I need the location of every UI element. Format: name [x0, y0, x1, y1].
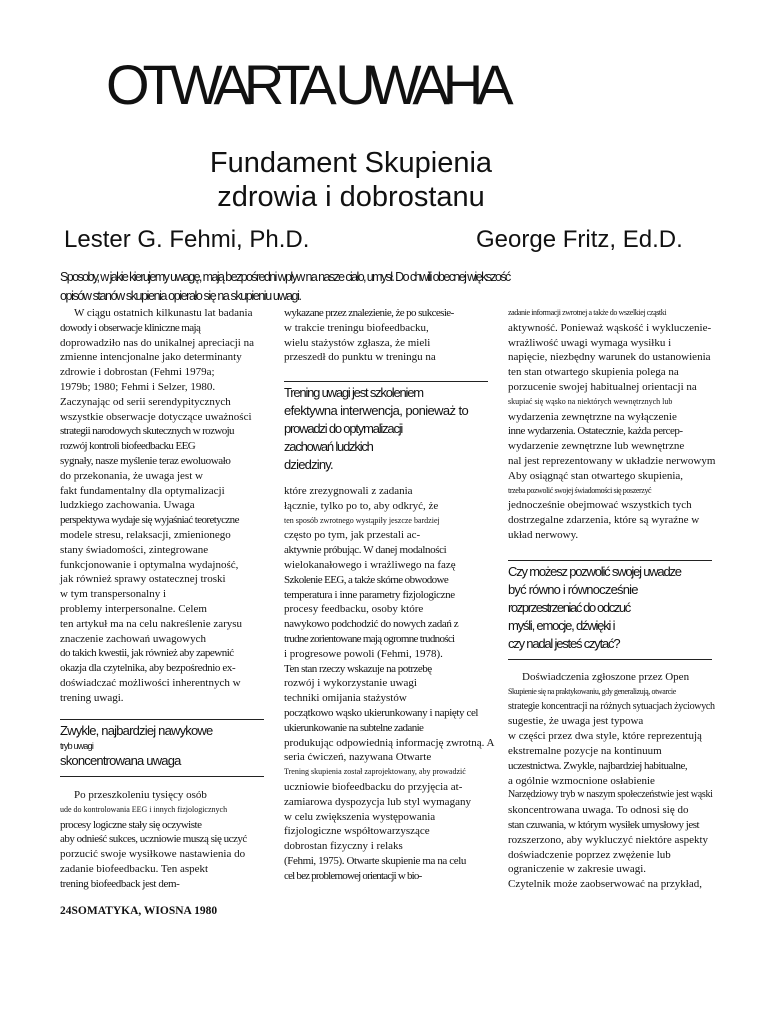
- text-line: Ten stan rzeczy wskazuje na potrzebę: [284, 662, 432, 675]
- text-line: wrażliwość uwagi wymaga wysiłku i: [508, 336, 672, 349]
- text-line: łącznie, tylko po to, aby odkryć, że: [284, 499, 439, 512]
- text-line: początkowo wąsko ukierunkowany i napięty cel: [284, 706, 479, 719]
- column-2-text: [284, 306, 490, 365]
- text-line: wielokanałowego i wrażliwego na fazę: [284, 558, 456, 571]
- text-line: jak również sprawy ostatecznej troski: [60, 573, 226, 586]
- text-line: do przekonania, że uwaga jest w: [60, 469, 203, 482]
- text-line: zdrowie i dobrostan (Fehmi 1979a;: [60, 366, 215, 379]
- text-line: Szkolenie EEG, a także skórne obwodowe: [284, 573, 449, 586]
- subtitle-line: Fundament Skupienia: [209, 147, 493, 179]
- text-line: skupiać się wąsko na niektórych wewnętrznych lub: [508, 396, 673, 406]
- text-line: doświadczać możliwości inherentnych w: [60, 676, 241, 689]
- text-line: ludzkiego zachowania. Uwaga: [60, 499, 195, 512]
- text-line: zadanie biofeedbacku. Ten aspekt: [60, 862, 209, 875]
- text-line: wykazane przez znalezienie, że po sukcesie-: [284, 307, 454, 319]
- text-line: Narzędziowy tryb w naszym społeczeństwie jest wąski: [508, 789, 713, 801]
- subtitle-line: zdrowia i dobrostanu: [217, 181, 485, 213]
- text-line: 1979b; 1980; Fehmi i Selzer, 1980.: [60, 380, 216, 393]
- text-line: trening uwagi.: [60, 691, 124, 704]
- column-1-text: [60, 306, 282, 706]
- text-line: dobrostan fizyczny i relaks: [284, 840, 403, 853]
- text-line: często po tym, jak przestali ac-: [284, 529, 421, 542]
- text-line: Trening skupienia został zaprojektowany, aby prowadzić: [284, 767, 466, 777]
- text-line: ten sposób zwrotnego wystąpiły jeszcze bardziej: [284, 515, 440, 525]
- text-line: napięcie, niezbędny warunek do ustanowienia: [508, 351, 711, 364]
- column-2b-text: [284, 484, 502, 884]
- text-line: nawykowo podchodzić do nowych zadań z: [284, 618, 459, 631]
- text-line: ograniczenie w zakresie uwagi.: [508, 863, 647, 876]
- text-line: ukierunkowanie na subtelne zadanie: [284, 721, 424, 734]
- text-line: doświadczenie poprzez zwężenie lub: [508, 848, 671, 861]
- text-line: w celu zwiększenia występowania: [284, 810, 436, 823]
- text-line: do takich kwestii, jak również aby zapewnić: [60, 647, 234, 660]
- author-fritz: George Fritz, Ed.D.: [476, 226, 683, 253]
- text-line: ekstremalne pozycje na kontinuum: [508, 744, 662, 757]
- text-line: rozwój kontroli biofeedbacku EEG: [60, 440, 196, 453]
- text-line: w trakcie treningu biofeedbacku,: [284, 321, 429, 334]
- text-line: dowody i obserwacje kliniczne mają: [60, 321, 201, 334]
- text-line: znaczenie zachowań uwagowych: [60, 632, 206, 645]
- column-3b-text: [508, 670, 742, 892]
- column-1b-text: [60, 788, 282, 892]
- text-line: ten artykuł ma na celu nakreślenie zarysu: [60, 617, 243, 630]
- text-line: rozszerzono, aby wykluczyć niektóre aspekty: [508, 833, 709, 846]
- text-line: okazja dla czytelnika, aby bezpośrednio ex-: [60, 662, 236, 675]
- quote-line: myśli, emocje, dźwięki i: [508, 618, 615, 633]
- text-line: wszystkie obserwacje dotyczące uważności: [60, 410, 252, 423]
- text-line: dostrzegalne zdarzenia, które są wyraźne w: [508, 514, 700, 527]
- text-line: w tym transpersonalny i: [60, 588, 167, 601]
- text-line: aktywność. Ponieważ wąskość i wykluczenie-: [508, 321, 712, 334]
- text-line: porzucić swoje wysiłkowe nastawienia do: [60, 848, 246, 861]
- text-line: i progresowe powoli (Fehmi, 1978).: [284, 647, 443, 660]
- text-line: doprowadziło nas do unikalnej apreciacji na: [60, 336, 254, 349]
- text-line: zadanie informacji zwrotnej a także do wszelkiej cząstki: [508, 308, 667, 317]
- text-line: W ciągu ostatnich kilkunastu lat badania: [74, 307, 253, 319]
- text-line: porzucenie swojej habitualnej orientacji na: [508, 380, 697, 393]
- text-line: funkcjonowanie i optymalna wydajność,: [60, 558, 239, 571]
- text-line: Czytelnik może zaobserwować na przykład,: [508, 878, 702, 891]
- text-line: Skupienie się na praktykowaniu, gdy generalizują, otwarcie: [508, 686, 676, 696]
- text-line: (Fehmi, 1975). Otwarte skupienie ma na celu: [284, 854, 466, 867]
- text-line: trzeba pozwolić swojej świadomości się poszerzyć: [508, 485, 652, 495]
- quote-line: efektywna interwencja, ponieważ to: [284, 403, 469, 418]
- text-line: wielu stażystów zgłasza, że mieli: [284, 336, 431, 349]
- text-line: modele stresu, relaksacji, zmienionego: [60, 528, 231, 541]
- author-fehmi: Lester G. Fehmi, Ph.D.: [64, 226, 310, 253]
- quote-divider: [60, 776, 264, 777]
- text-line: cel bez problemowej orientacji w bio-: [284, 869, 422, 882]
- text-line: sygnały, nasze myślenie teraz ewoluowało: [60, 454, 231, 467]
- intro-abstract: [60, 268, 510, 306]
- text-line: rozwój i wykorzystanie uwagi: [284, 677, 417, 690]
- text-line: w części przez dwa style, które reprezentują: [508, 730, 702, 743]
- text-line: układ nerwowy.: [508, 528, 579, 541]
- text-line: zamiarowa dyspozycja lub styl wymagany: [284, 795, 471, 808]
- quote-line: Zwykle, najbardziej nawykowe: [60, 723, 213, 738]
- text-line: fakt fundamentalny dla optymalizacji: [60, 484, 225, 497]
- intro-line: opisów stanów skupienia opierało się na skupieniu uwagi.: [60, 289, 301, 303]
- quote-line: skoncentrowana uwaga: [60, 753, 181, 768]
- quote-line: Trening uwagi jest szkoleniem: [284, 385, 423, 400]
- text-line: sugestie, że uwaga jest typowa: [508, 715, 644, 728]
- text-line: ude do kontrolowania EEG i innych fizjologicznych: [60, 804, 228, 814]
- text-line: zmienne intencjonalne jako determinanty: [60, 351, 242, 364]
- text-line: stan czuwania, w którym wysiłek umysłowy jest: [508, 818, 700, 831]
- pull-quote-attention-training: [284, 377, 488, 480]
- text-line: Zaczynając od serii serendypitycznych: [60, 395, 231, 408]
- column-3-text: [508, 306, 742, 543]
- quote-line: tryb uwagi: [60, 741, 94, 751]
- text-line: Doświadczenia zgłoszone przez Open: [522, 671, 690, 683]
- text-line: uczniowie biofeedbacku do przyjęcia at-: [284, 780, 463, 793]
- text-line: ten stan otwartego skupienia polega na: [508, 366, 679, 379]
- text-line: seria ćwiczeń, nazywana Otwarte: [284, 751, 432, 764]
- text-line: temperatura i inne parametry fizjologiczne: [284, 588, 455, 601]
- text-line: strategii narodowych skutecznych w rozwoju: [60, 425, 234, 438]
- pull-quote-open-focus-question: [508, 556, 712, 666]
- text-line: Aby osiągnąć stan otwartego skupienia,: [508, 469, 684, 482]
- quote-line: być równo i równocześnie: [508, 582, 638, 597]
- text-line: techniki omijania stażystów: [284, 692, 407, 705]
- intro-line: Sposoby, w jakie kierujemy uwagę, mają bezpośredni wpływ na nasze ciało, umysł. Do chwili obecnej większość: [60, 270, 510, 284]
- quote-line: Czy możesz pozwolić swojej uwadze: [508, 564, 681, 579]
- page-footer: 24SOMATYKA, WIOSNA 1980: [60, 905, 218, 917]
- text-line: perspektywa wydaje się wyjaśniać teoretyczne: [60, 514, 239, 527]
- text-line: które zrezygnowali z zadania: [284, 485, 413, 497]
- text-line: aby odnieść sukces, uczniowie muszą się uczyć: [60, 833, 247, 846]
- text-line: przeszedł do punktu w treningu na: [284, 351, 436, 364]
- text-line: strategie koncentracji na różnych sytuacjach życiowych: [508, 700, 715, 712]
- text-line: problemy interpersonalne. Celem: [60, 602, 207, 615]
- text-line: uczestnictwa. Zwykle, najbardziej habitualne,: [508, 759, 688, 772]
- text-line: wydarzenie zewnętrzne lub wewnętrzne: [508, 440, 685, 453]
- text-line: stany świadomości, zintegrowane: [60, 543, 209, 556]
- text-line: fizjologiczne współtowarzyszące: [284, 825, 430, 838]
- text-line: nal jest reprezentowany w układzie nerwowym: [508, 454, 716, 467]
- quote-line: czy nadal jesteś czytać?: [508, 636, 620, 651]
- pull-quote-habitual-mode: [60, 715, 264, 783]
- quote-line: rozprzestrzeniać do odczuć: [508, 600, 630, 615]
- text-line: wydarzenia zewnętrzne na wyłączenie: [508, 410, 677, 423]
- text-line: aktywnie próbując. W danej modalności: [284, 544, 447, 557]
- quote-divider: [508, 659, 712, 660]
- quote-line: dziedziny.: [284, 457, 333, 472]
- text-line: trudne zorientowane mają ogromne trudności: [284, 632, 455, 645]
- text-line: a ogólnie wzmocnione osłabienie: [508, 774, 655, 787]
- article-subtitle: [186, 146, 516, 214]
- text-line: procesy feedbacku, osoby które: [284, 603, 424, 616]
- article-title: OTWARTA UWAHA: [106, 53, 507, 116]
- text-line: trening biofeedback jest dem-: [60, 877, 180, 890]
- quote-line: zachowań ludzkich: [284, 439, 373, 454]
- text-line: produkując odpowiednią informację zwrotną. A: [284, 736, 495, 749]
- text-line: jednocześnie obejmować wszystkich tych: [508, 499, 692, 512]
- text-line: procesy logiczne stały się oczywiste: [60, 818, 202, 831]
- text-line: inne wydarzenia. Ostatecznie, każda percep-: [508, 425, 683, 438]
- text-line: skoncentrowana uwaga. To odnosi się do: [508, 804, 689, 817]
- text-line: Po przeszkoleniu tysięcy osób: [74, 789, 207, 801]
- quote-line: prowadzi do optymalizacji: [284, 421, 403, 436]
